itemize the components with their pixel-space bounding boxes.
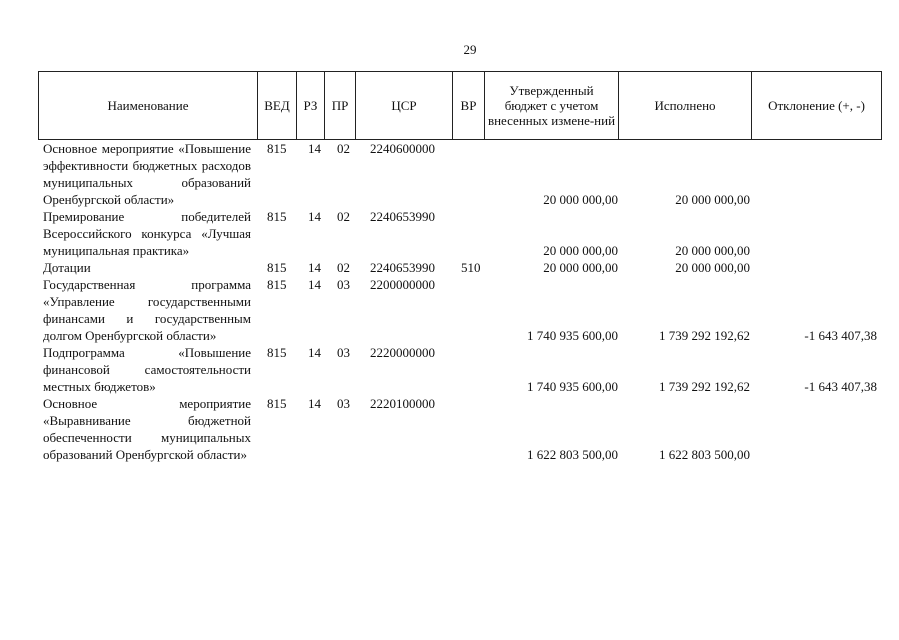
header-budget: Утвержденный бюджет с учетом внесенных измене-ний <box>485 72 619 140</box>
row-csr: 2200000000 <box>370 277 435 292</box>
row-csr: 2240600000 <box>370 141 435 156</box>
table-row <box>38 276 881 344</box>
row-pr: 03 <box>337 345 350 360</box>
row-csr: 2240653990 <box>370 209 435 224</box>
row-budget: 20 000 000,00 <box>543 260 618 275</box>
row-name: Основное мероприятие «Повышение эффективности бюджетных расходов муниципальных образований Оренбургской области» <box>43 141 251 207</box>
header-rz: РЗ <box>297 72 325 140</box>
row-executed: 1 622 803 500,00 <box>659 447 750 462</box>
row-executed: 1 739 292 192,62 <box>659 379 750 394</box>
row-ved: 815 <box>267 277 287 292</box>
row-executed: 1 739 292 192,62 <box>659 328 750 343</box>
table-row <box>38 344 881 395</box>
table-body <box>38 140 881 463</box>
header-deviation: Отклонение (+, -) <box>752 72 882 140</box>
row-ved: 815 <box>267 209 287 224</box>
table-row <box>38 395 881 463</box>
row-rz: 14 <box>308 209 321 224</box>
row-pr: 03 <box>337 277 350 292</box>
table-header <box>38 71 882 140</box>
row-vr: 510 <box>461 260 481 275</box>
header-executed: Исполнено <box>619 72 752 140</box>
row-deviation: -1 643 407,38 <box>804 379 877 394</box>
row-budget: 1 740 935 600,00 <box>527 328 618 343</box>
row-ved: 815 <box>267 396 287 411</box>
row-executed: 20 000 000,00 <box>675 260 750 275</box>
row-pr: 03 <box>337 396 350 411</box>
header-name: Наименование <box>39 72 258 140</box>
row-name: Премирование победителей Всероссийского конкурса «Лучшая муниципальная практика» <box>43 209 251 258</box>
row-executed: 20 000 000,00 <box>675 243 750 258</box>
row-rz: 14 <box>308 141 321 156</box>
row-csr: 2220100000 <box>370 396 435 411</box>
row-pr: 02 <box>337 209 350 224</box>
row-pr: 02 <box>337 141 350 156</box>
row-csr: 2240653990 <box>370 260 435 275</box>
row-name: Основное мероприятие «Выравнивание бюджетной обеспеченности муниципальных образований Оренбургской области» <box>43 396 251 462</box>
table-row <box>38 259 881 276</box>
row-deviation: -1 643 407,38 <box>804 328 877 343</box>
row-name: Дотации <box>43 260 91 275</box>
row-name: Подпрограмма «Повышение финансовой самостоятельности местных бюджетов» <box>43 345 251 394</box>
header-pr: ПР <box>325 72 356 140</box>
row-name: Государственная программа «Управление государственными финансами и государственным долгом Оренбургской области» <box>43 277 251 343</box>
row-budget: 20 000 000,00 <box>543 243 618 258</box>
row-rz: 14 <box>308 396 321 411</box>
row-ved: 815 <box>267 141 287 156</box>
row-budget: 1 622 803 500,00 <box>527 447 618 462</box>
row-ved: 815 <box>267 260 287 275</box>
row-budget: 1 740 935 600,00 <box>527 379 618 394</box>
row-pr: 02 <box>337 260 350 275</box>
table-row <box>38 208 881 259</box>
row-rz: 14 <box>308 260 321 275</box>
page-number: 29 <box>463 42 477 57</box>
header-csr: ЦСР <box>356 72 453 140</box>
row-executed: 20 000 000,00 <box>675 192 750 207</box>
header-ved: ВЕД <box>258 72 297 140</box>
table-row <box>38 140 881 208</box>
row-ved: 815 <box>267 345 287 360</box>
row-csr: 2220000000 <box>370 345 435 360</box>
header-vr: ВР <box>453 72 485 140</box>
row-rz: 14 <box>308 345 321 360</box>
row-rz: 14 <box>308 277 321 292</box>
row-budget: 20 000 000,00 <box>543 192 618 207</box>
